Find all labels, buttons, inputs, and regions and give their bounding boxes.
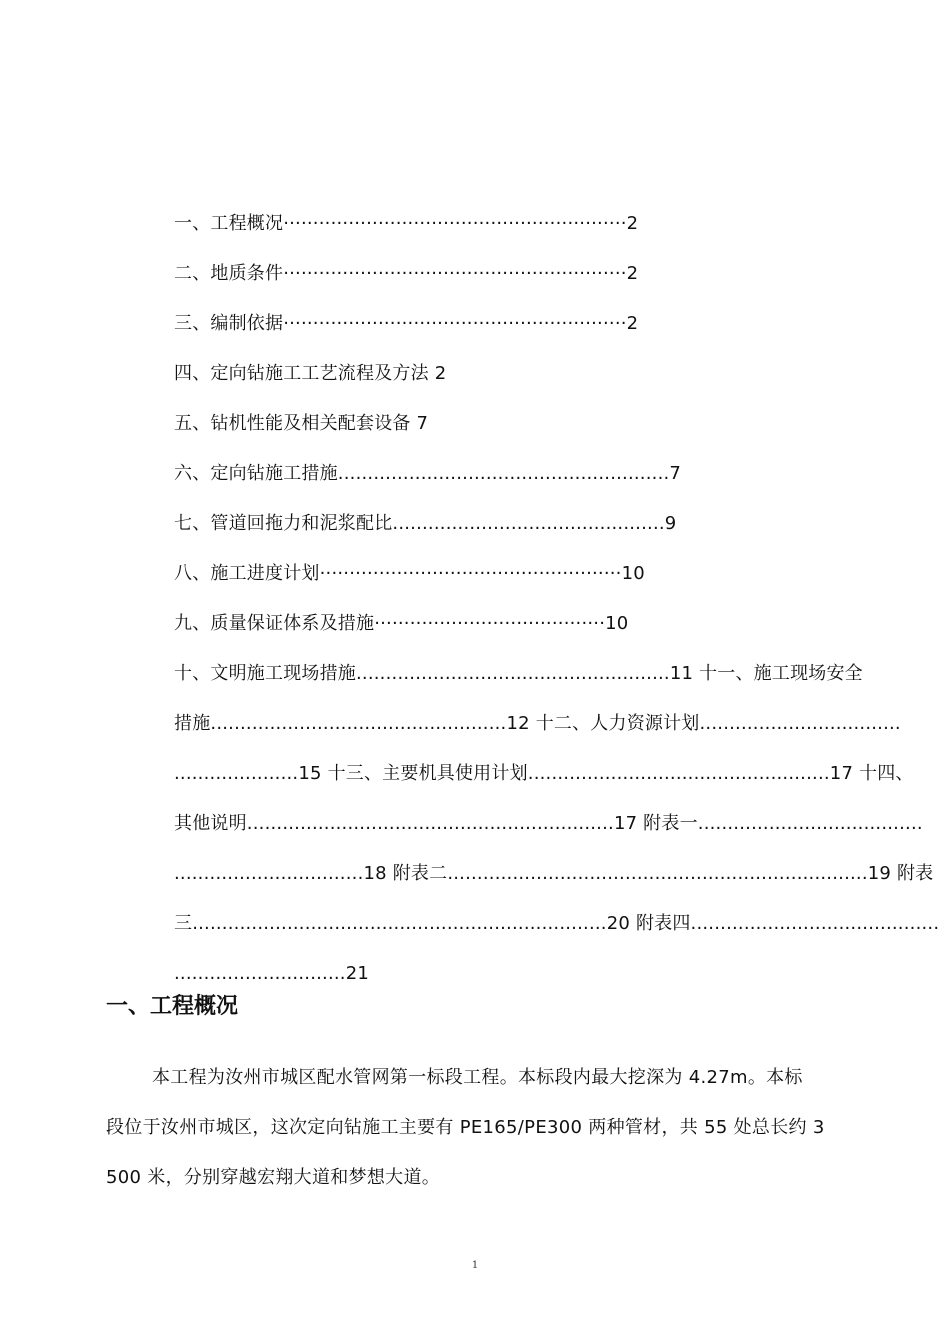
toc-line: ................................18 附表二.......................................................................19 附表 (174, 863, 934, 884)
toc-line: 七、管道回拖力和泥浆配比..............................................9 (174, 513, 677, 534)
toc-line: 二、地质条件··························································2 (174, 263, 639, 284)
paragraph-line: 本工程为汝州市城区配水管网第一标段工程。本标段内最大挖深为 4.27m。本标 (152, 1067, 803, 1088)
section-heading: 一、工程概况 (106, 994, 239, 1019)
toc-line: .....................15 十三、主要机具使用计划...................................................17 十四、 (174, 763, 914, 784)
toc-line: 三......................................................................20 附表四.......................................... (174, 913, 940, 934)
toc-line: 其他说明..............................................................17 附表一...................................... (174, 813, 923, 834)
page-number: 1 (471, 1260, 479, 1271)
toc-line: 三、编制依据··························································2 (174, 313, 639, 334)
toc-line: 十、文明施工现场措施.....................................................11 十一、施工现场安全 (174, 663, 863, 684)
toc-line: 一、工程概况··························································2 (174, 213, 639, 234)
toc-line: 五、钻机性能及相关配套设备 7 (174, 413, 429, 434)
toc-line: 四、定向钻施工工艺流程及方法 2 (174, 363, 447, 384)
paragraph-line: 500 米，分别穿越宏翔大道和梦想大道。 (106, 1167, 441, 1188)
toc-line: .............................21 (174, 963, 370, 984)
toc-line: 六、定向钻施工措施........................................................7 (174, 463, 682, 484)
toc-line: 措施..................................................12 十二、人力资源计划.................................. (174, 713, 901, 734)
toc-line: 九、质量保证体系及措施·······································10 (174, 613, 629, 634)
toc-line: 八、施工进度计划···················································10 (174, 563, 645, 584)
paragraph-line: 段位于汝州市城区，这次定向钻施工主要有 PE165/PE300 两种管材，共 55 处总长约 3 (106, 1117, 825, 1138)
